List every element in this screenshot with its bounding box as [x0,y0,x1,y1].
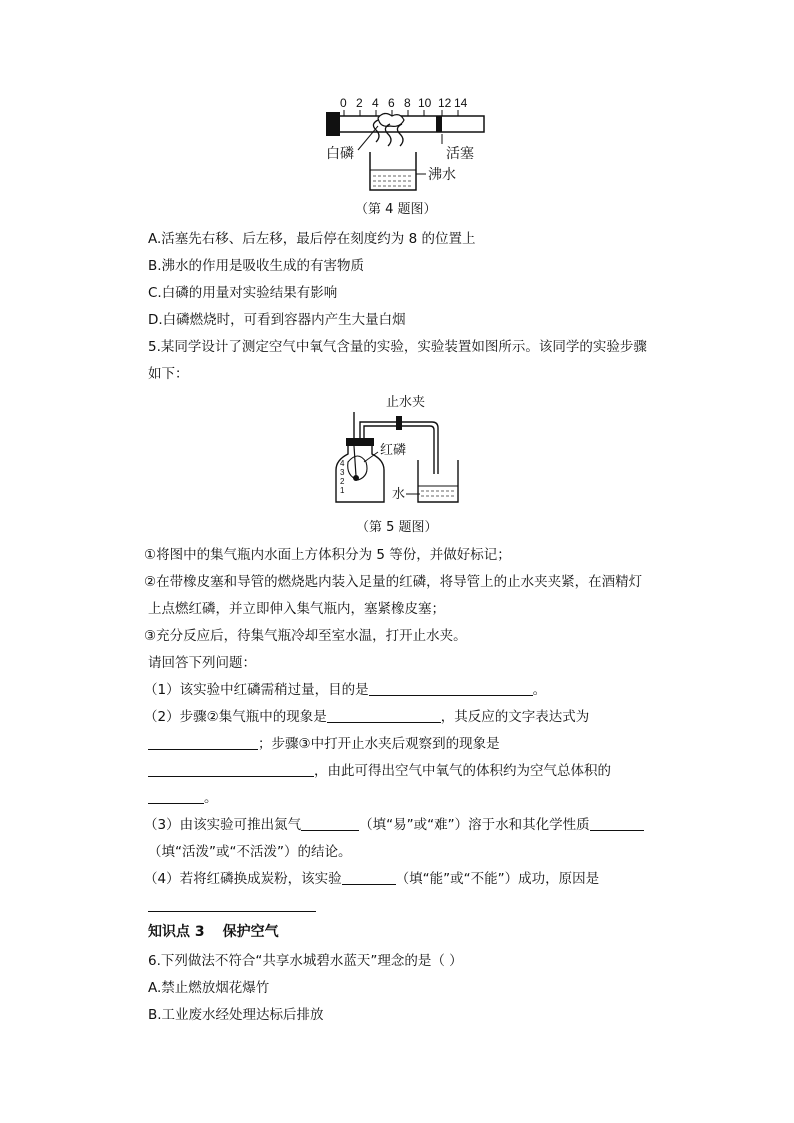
bottle-mark: 2 [340,477,345,486]
scale-tick: 12 [438,96,452,110]
figure-4-apparatus [318,92,488,202]
label-boiling-water: 沸水 [428,166,456,182]
q5-sub4-text-b: （填“能”或“不能”）成功，原因是 [395,871,600,887]
answer-blank[interactable] [148,897,316,912]
scale-tick: 14 [454,96,468,110]
q5-sub4-line1 [144,869,599,889]
label-red-phosphorus: 红磷 [380,442,407,457]
scale-tick: 0 [340,96,347,110]
option-d: D.白磷燃烧时，可看到容器内产生大量白烟 [148,312,406,328]
option-a: A.活塞先右移、后左移，最后停在刻度约为 8 的位置上 [148,231,476,247]
section-title: 保护空气 [222,924,279,940]
answer-blank[interactable] [342,870,396,885]
scale-tick: 2 [356,96,363,110]
q6-option-a: A.禁止燃放烟花爆竹 [148,980,270,996]
option-c: C.白磷的用量对实验结果有影响 [148,285,338,301]
q5-sub2-text-a: （2）步骤②集气瓶中的现象是 [144,709,327,725]
q5-sub2-text-d: ，由此可得出空气中氧气的体积约为空气总体积的 [314,763,611,779]
answer-blank[interactable] [301,816,359,831]
option-b: B.沸水的作用是吸收生成的有害物质 [148,258,365,274]
scale-tick: 4 [372,96,379,110]
q5-sub1-text: （1）该实验中红磷需稍过量，目的是 [144,682,369,698]
answer-blank[interactable] [148,789,204,804]
figure-4-drawing [318,92,488,202]
q5-sub2-line4 [148,788,218,808]
answer-blank[interactable] [327,708,441,723]
q5-stem-line2: 如下： [148,366,189,382]
q5-sub4-text-a: （4）若将红磷换成炭粉，该实验 [144,871,342,887]
q5-sub3-line2: （填“活泼”或“不活泼”）的结论。 [148,844,352,860]
q5-sub3-line1 [144,815,644,835]
scale-tick: 10 [418,96,432,110]
q5-sub3-text-a: （3）由该实验可推出氮气 [144,817,302,833]
scale-tick: 8 [404,96,411,110]
q5-sub2-text-c: ；步骤③中打开止水夹后观察到的现象是 [258,736,500,752]
q5-stem-line1: 5.某同学设计了测定空气中氧气含量的实验，实验装置如图所示。该同学的实验步骤 [148,339,647,355]
q5-sub2-end: 。 [204,790,218,806]
answer-blank[interactable] [369,681,533,696]
figure-5-drawing [334,390,464,512]
q5-sub4-line2 [148,896,316,916]
q5-step3: ③充分反应后，待集气瓶冷却至室水温，打开止水夹。 [144,628,467,644]
answer-blank[interactable] [148,762,314,777]
answer-blank[interactable] [148,735,258,750]
label-clamp: 止水夹 [386,394,426,409]
bottle-mark: 4 [340,459,345,468]
figure-5-caption: （第 5 题图） [356,520,438,535]
bottle-mark: 3 [340,468,345,477]
label-white-phosphorus: 白磷 [326,145,354,161]
section-label: 知识点 3 [148,924,205,940]
q5-sub2-line1 [144,707,589,727]
section-heading [148,922,279,942]
figure-5-apparatus [334,390,464,512]
q5-prompt: 请回答下列问题： [148,655,256,671]
label-water: 水 [392,486,406,501]
q6-option-b: B.工业废水经处理达标后排放 [148,1007,324,1023]
q5-sub2-line3 [148,761,611,781]
answer-blank[interactable] [590,816,644,831]
q5-sub2-text-b: ，其反应的文字表达式为 [440,709,590,725]
q5-sub2-line2 [148,734,500,754]
q5-step2-line1: ②在带橡皮塞和导管的燃烧匙内装入足量的红磷，将导管上的止水夹夹紧，在酒精灯 [144,574,643,590]
figure-4-caption: （第 4 题图） [355,202,437,217]
q6-stem: 6.下列做法不符合“共享水城碧水蓝天”理念的是（ ） [148,953,463,969]
q5-sub1-end: 。 [532,682,547,698]
label-piston: 活塞 [446,145,474,161]
q5-step1: ①将图中的集气瓶内水面上方体积分为 5 等份，并做好标记； [144,547,511,563]
bottle-mark: 1 [340,486,345,495]
q5-sub1 [144,680,546,700]
q5-step2-line2: 上点燃红磷，并立即伸入集气瓶内，塞紧橡皮塞； [148,601,445,617]
q5-sub3-text-b: （填“易”或“难”）溶于水和其化学性质 [359,817,590,833]
scale-tick: 6 [388,96,395,110]
